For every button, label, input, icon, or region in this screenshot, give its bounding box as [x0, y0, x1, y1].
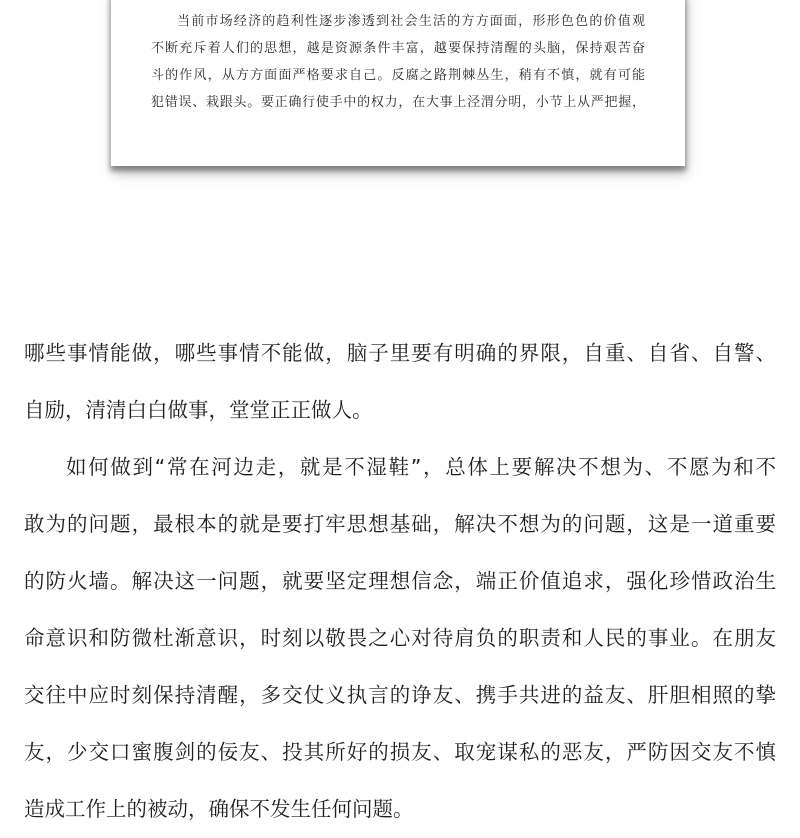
card-line: 犯错误、栽跟头。要正确行使手中的权力，在大事上泾渭分明，小节上从严把握，: [151, 95, 645, 110]
body-line: 命意识和防微杜渐意识，时刻以敬畏之心对待肩负的职责和人民的事业。在朋友: [24, 626, 776, 650]
body-line: 如何做到“常在河边走，就是不湿鞋”，总体上要解决不想为、不愿为和不: [66, 455, 776, 479]
body-line: 的防火墙。解决这一问题，就要坚定理想信念，端正价值追求，强化珍惜政治生: [24, 569, 776, 593]
card-line: 不断充斥着人们的思想，越是资源条件丰富，越要保持清醒的头脑，保持艰苦奋: [151, 41, 645, 56]
main-text-block: [24, 325, 776, 838]
body-line: 自励，清清白白做事，堂堂正正做人。: [24, 398, 373, 422]
body-line: 造成工作上的被动，确保不发生任何问题。: [24, 797, 414, 821]
card-line: 斗的作风，从方方面面严格要求自己。反腐之路荆棘丛生，稍有不慎，就有可能: [151, 68, 645, 83]
body-line: 敢为的问题，最根本的就是要打牢思想基础，解决不想为的问题，这是一道重要: [24, 512, 776, 536]
body-line: 友，少交口蜜腹剑的佞友、投其所好的损友、取宠谋私的恶友，严防因交友不慎: [24, 740, 776, 764]
document-card: [111, 0, 685, 166]
card-line: 当前市场经济的趋利性逐步渗透到社会生活的方方面面，形形色色的价值观: [177, 14, 645, 29]
body-line: 哪些事情能做，哪些事情不能做，脑子里要有明确的界限，自重、自省、自警、: [24, 341, 776, 365]
body-line: 交往中应时刻保持清醒，多交仗义执言的诤友、携手共进的益友、肝胆相照的挚: [24, 683, 776, 707]
